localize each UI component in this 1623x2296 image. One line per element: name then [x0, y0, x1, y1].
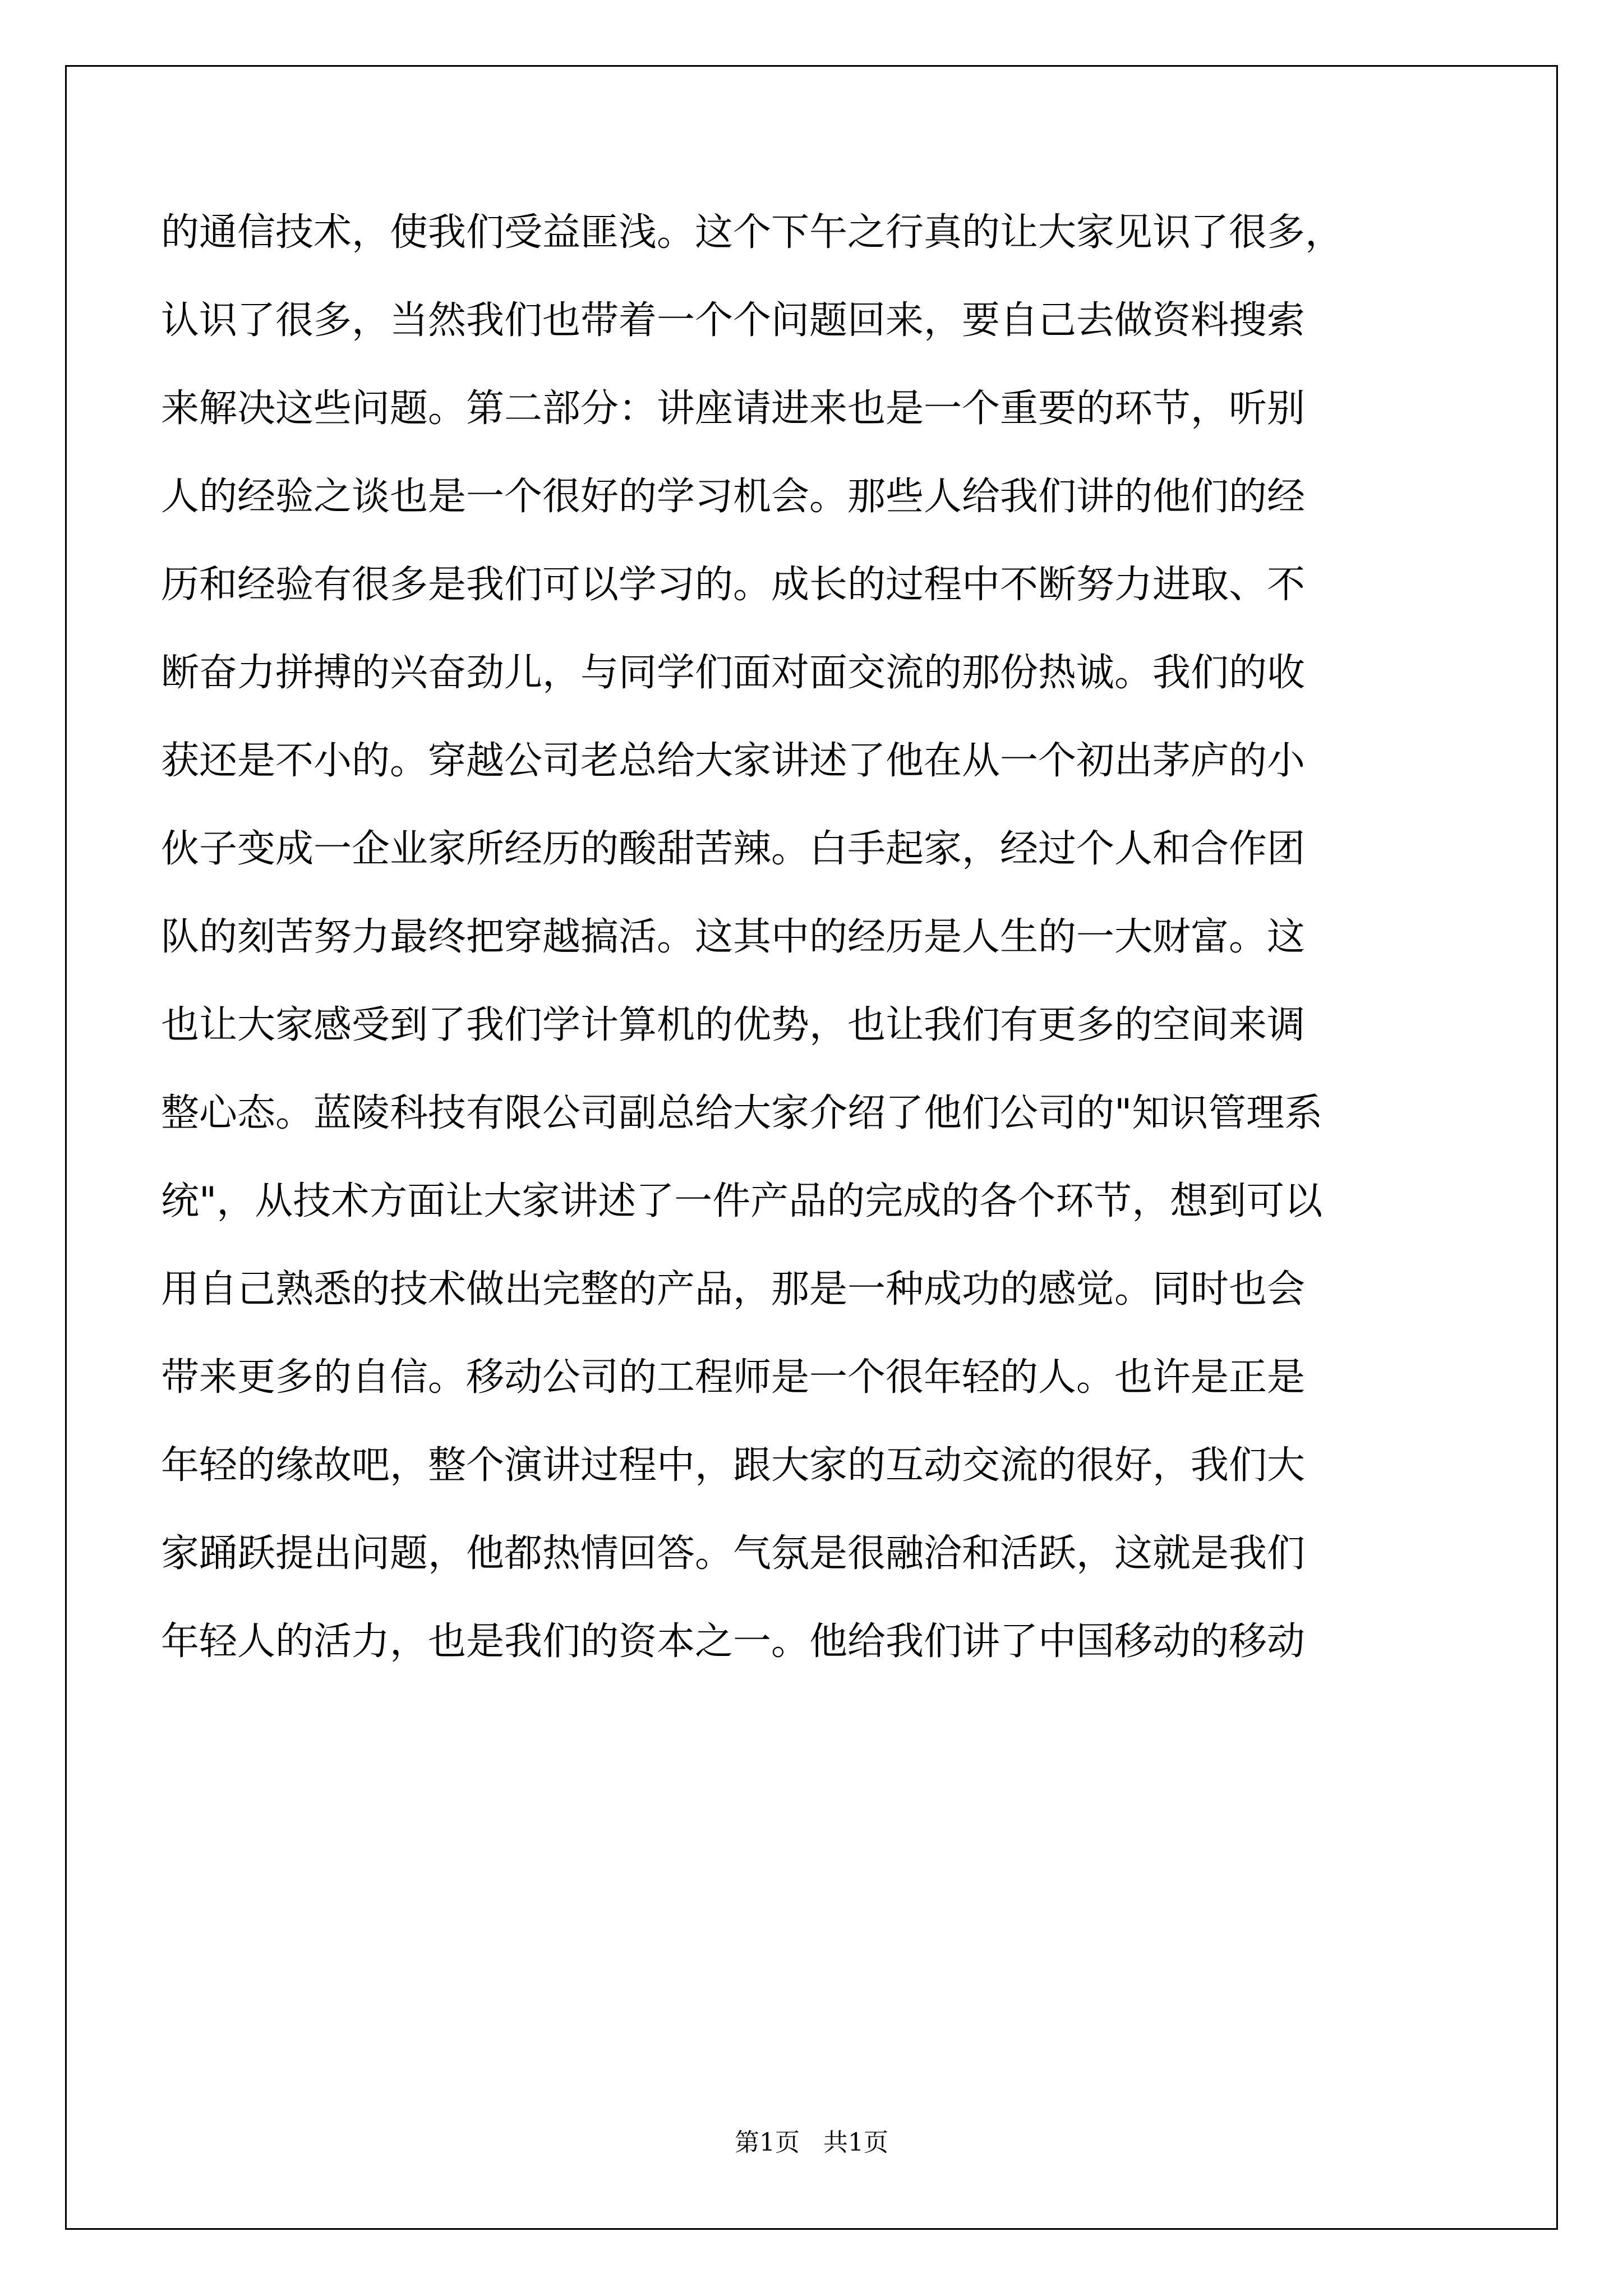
body-line-5: 历和经验有很多是我们可以学习的。成长的过程中不断努力进取、不 [161, 563, 1306, 607]
body-line-9: 队的刻苦努力最终把穿越搞活。这其中的经历是人生的一大财富。这 [161, 915, 1306, 959]
body-line-10: 也让大家感受到了我们学计算机的优势，也让我们有更多的空间来调 [161, 1003, 1306, 1047]
body-line-11: 整心态。蓝陵科技有限公司副总给大家介绍了他们公司的"知识管理系 [161, 1091, 1323, 1135]
body-line-14: 带来更多的自信。移动公司的工程师是一个很年轻的人。也许是正是 [161, 1355, 1306, 1400]
page-number-footer: 第1页 共1页 [735, 2128, 888, 2157]
body-line-15: 年轻的缘故吧，整个演讲过程中，跟大家的互动交流的很好，我们大 [161, 1443, 1306, 1488]
body-line-1: 的通信技术，使我们受益匪浅。这个下午之行真的让大家见识了很多， [161, 210, 1344, 255]
body-line-17: 年轻人的活力，也是我们的资本之一。他给我们讲了中国移动的移动 [161, 1619, 1306, 1664]
body-line-2: 认识了很多，当然我们也带着一个个问题回来，要自己去做资料搜索 [161, 298, 1306, 343]
body-line-8: 伙子变成一企业家所经历的酸甜苦辣。白手起家，经过个人和合作团 [161, 827, 1306, 871]
body-line-12: 统"，从技术方面让大家讲述了一件产品的完成的各个环节，想到可以 [161, 1179, 1323, 1223]
document-body [161, 188, 1451, 1686]
body-line-6: 断奋力拼搏的兴奋劲儿，与同学们面对面交流的那份热诚。我们的收 [161, 651, 1306, 695]
body-line-7: 获还是不小的。穿越公司老总给大家讲述了他在从一个初出茅庐的小 [161, 739, 1306, 783]
body-line-13: 用自己熟悉的技术做出完整的产品，那是一种成功的感觉。同时也会 [161, 1267, 1306, 1312]
body-line-3: 来解决这些问题。第二部分：讲座请进来也是一个重要的环节，听别 [161, 386, 1306, 431]
body-line-16: 家踊跃提出问题，他都热情回答。气氛是很融洽和活跃，这就是我们 [161, 1531, 1306, 1576]
body-line-4: 人的经验之谈也是一个很好的学习机会。那些人给我们讲的他们的经 [161, 475, 1306, 519]
